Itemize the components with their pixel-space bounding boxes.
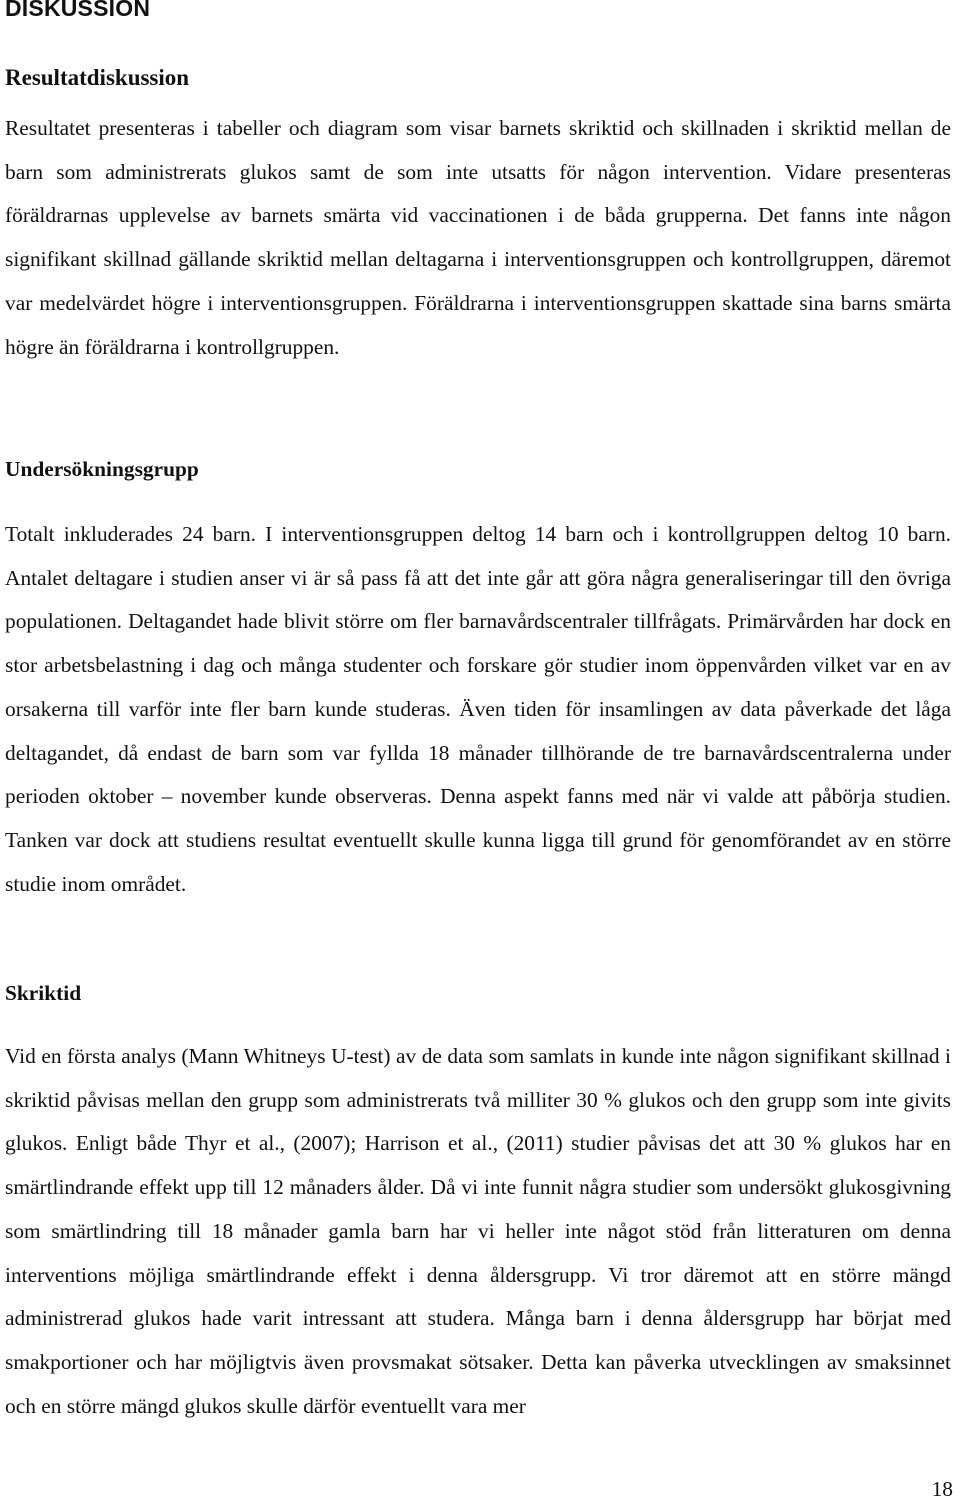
chapter-heading: DISKUSSION xyxy=(5,0,151,21)
section-heading: Resultatdiskussion xyxy=(5,65,190,90)
paragraph-undersokningsgrupp: Totalt inkluderades 24 barn. I interventionsgruppen deltog 14 barn och i kontrollgruppen deltog 10 barn. Antalet deltagare i studien anser vi är så pass få att det inte går att göra några generaliseringar till den övriga populationen. Deltagandet hade blivit större om fler barnavårdscentraler tillfrågats. Primärvården har dock en stor arbetsbelastning i dag och många studenter och forskare gör studier inom öppenvården vilket var en av orsakerna till varför inte fler barn kunde studeras. Även tiden för insamlingen av data påverkade det låga deltagandet, då endast de barn som var fyllda 18 månader tillhörande de tre barnavårdscentralerna under perioden oktober – november kunde observeras. Denna aspekt fanns med när vi valde att påbörja studien. Tanken var dock att studiens resultat eventuellt skulle kunna ligga till grund för genomförandet av en större studie inom området. xyxy=(5,522,951,896)
page-number: 18 xyxy=(931,1477,953,1501)
subheading-skriktid: Skriktid xyxy=(5,981,82,1005)
paragraph-intro: Resultatet presenteras i tabeller och diagram som visar barnets skriktid och skillnaden i skriktid mellan de barn som administrerats glukos samt de som inte utsatts för någon intervention. Vidare presenteras föräldrarnas upplevelse av barnets smärta vid vaccinationen i de båda grupperna. Det fanns inte någon signifikant skillnad gällande skriktid mellan deltagarna i interventionsgruppen och kontrollgruppen, däremot var medelvärdet högre i interventionsgruppen. Föräldrarna i interventionsgruppen skattade sina barns smärta högre än föräldrarna i kontrollgruppen. xyxy=(5,116,951,359)
paragraph-skriktid: Vid en första analys (Mann Whitneys U-test) av de data som samlats in kunde inte någon signifikant skillnad i skriktid påvisas mellan den grupp som administrerats två milliter 30 % glukos och den grupp som inte givits glukos. Enligt både Thyr et al., (2007); Harrison et al., (2011) studier påvisas det att 30 % glukos har en smärtlindrande effekt upp till 12 månaders ålder. Då vi inte funnit några studier som undersökt glukosgivning som smärtlindring till 18 månader gamla barn har vi heller inte något stöd från litteraturen om denna interventions möjliga smärtlindrande effekt i denna åldersgrupp. Vi tror däremot att en större mängd administrerad glukos hade varit intressant att studera. Många barn i denna åldersgrupp har börjat med smakportioner och har möjligtvis även provsmakat sötsaker. Detta kan påverka utvecklingen av smaksinnet och en större mängd glukos skulle därför eventuellt vara mer xyxy=(5,1044,951,1418)
subheading-undersokningsgrupp: Undersökningsgrupp xyxy=(5,457,199,481)
